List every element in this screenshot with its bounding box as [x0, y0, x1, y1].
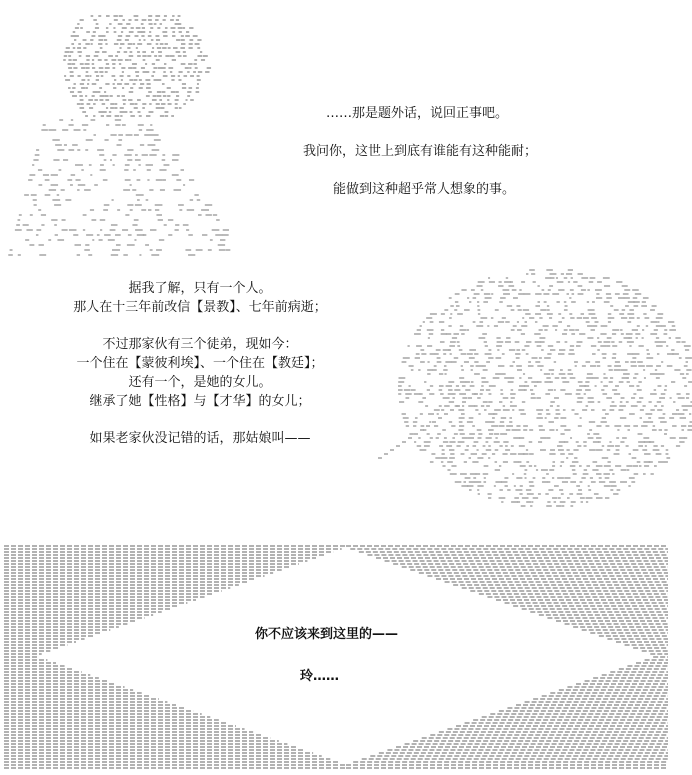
line-gap — [40, 317, 360, 335]
ascii-art-seated-figure — [4, 8, 264, 260]
hatched-banner — [0, 540, 692, 771]
dialogue-line: 还有一个，是她的女儿。 — [128, 375, 272, 390]
line-gap — [40, 411, 360, 429]
dialogue-line: 我问你，这世上到底有谁能有这种能耐； — [303, 144, 538, 159]
dialogue-line: 能做到这种超乎常人想象的事。 — [333, 182, 516, 197]
dialogue-block — [40, 279, 360, 448]
closing-line: 你不应该来到这里的—— — [255, 627, 399, 642]
ascii-art-bearded-figure — [358, 268, 692, 520]
dialogue-line: 继承了她【性格】与【才华】的女儿； — [89, 394, 311, 409]
closing-line: 玲…… — [300, 669, 340, 684]
dialogue-line: 那人在十三年前改信【景教】、七年前病逝； — [73, 300, 327, 315]
dialogue-line: 如果老家伙没记错的话，那姑娘叫—— — [89, 431, 311, 446]
dialogue-line: 不过那家伙有三个徒弟，现如今： — [102, 337, 298, 352]
dialogue-line: 据我了解，只有一个人。 — [128, 281, 272, 296]
dialogue-line: 一个住在【蒙彼利埃】、一个住在【教廷】； — [76, 356, 324, 371]
dialogue-line: ……那是题外话，说回正事吧。 — [326, 106, 509, 121]
